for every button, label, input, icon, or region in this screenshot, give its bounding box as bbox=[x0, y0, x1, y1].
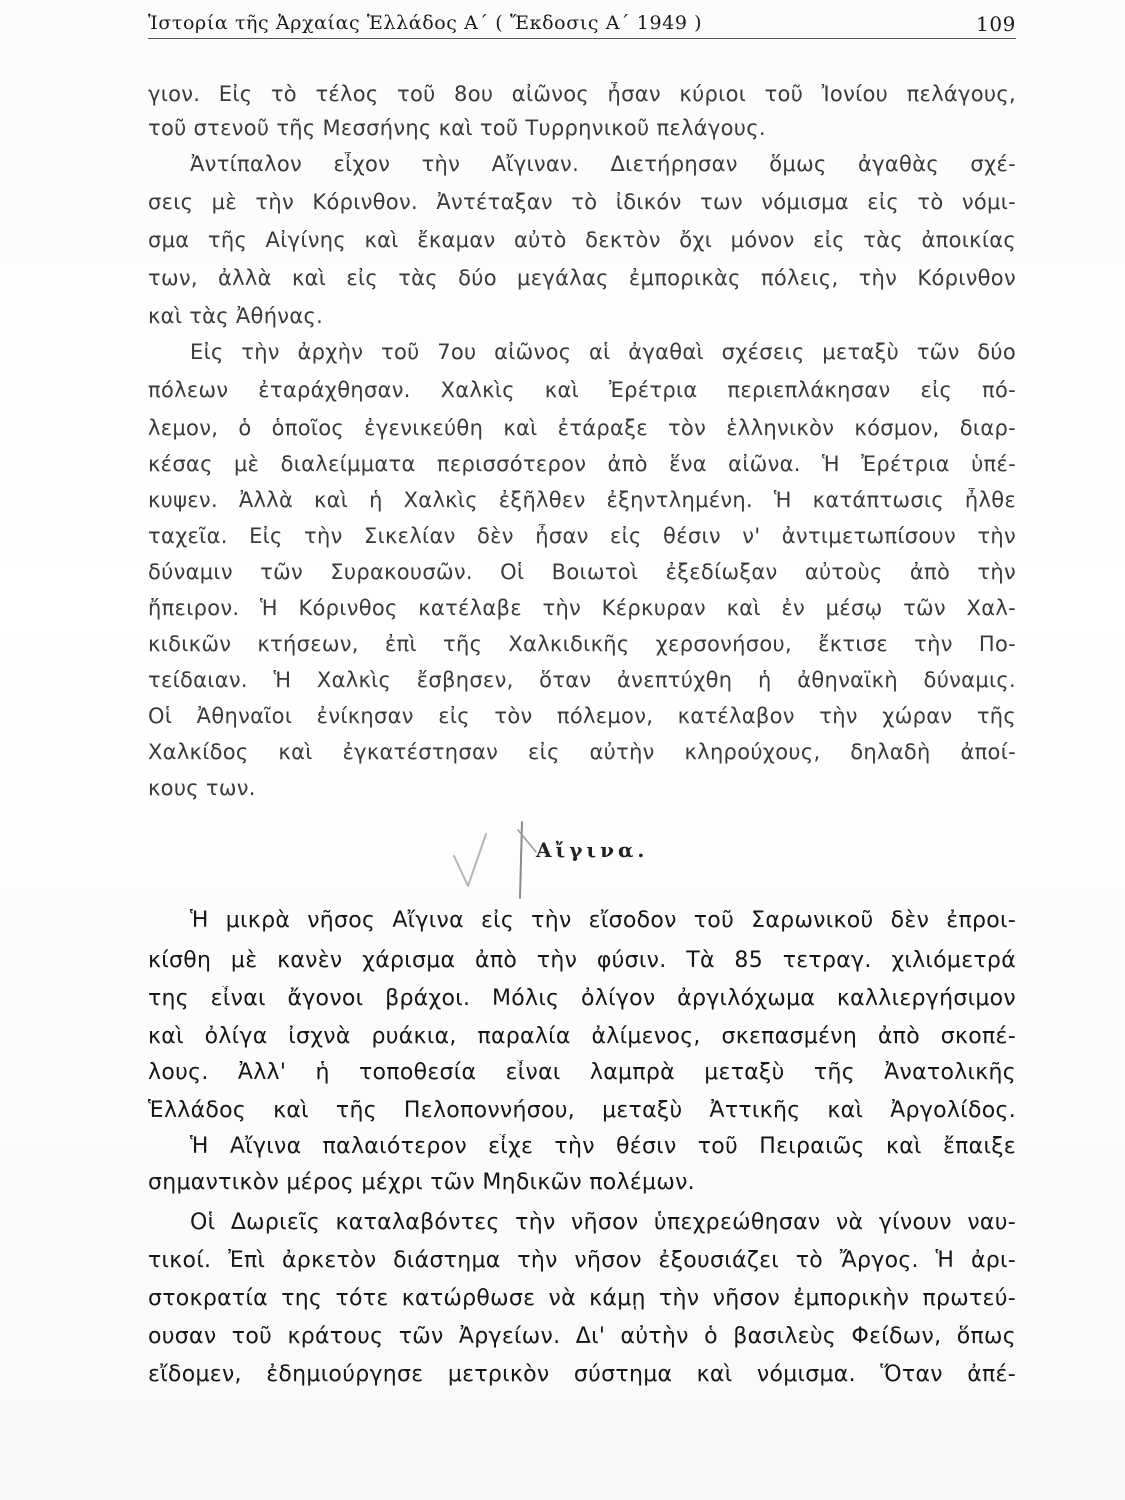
text-line: εἴδομεν, ἐδημιούργησε μετρικὸν σύστημα καὶ νόμισμα. Ὅταν ἀπέ- bbox=[148, 1362, 1016, 1387]
text-line: καὶ τὰς Ἀθήνας. bbox=[148, 304, 324, 328]
text-line: Οἱ Δωριεῖς καταλαβόντες τὴν νῆσον ὑπεχρεώθησαν νὰ γίνουν ναυ- bbox=[190, 1210, 1016, 1235]
text-line: τοῦ στενοῦ τῆς Μεσσήνης καὶ τοῦ Τυρρηνικοῦ πελάγους. bbox=[148, 116, 766, 140]
text-line: κυψεν. Ἀλλὰ καὶ ἡ Χαλκὶς ἐξῆλθεν ἐξηντλημένη. Ἡ κατάπτωσις ἦλθε bbox=[148, 488, 1016, 512]
text-line: Εἰς τὴν ἀρχὴν τοῦ 7ου αἰῶνος αἱ ἀγαθαὶ σχέσεις μεταξὺ τῶν δύο bbox=[190, 340, 1016, 364]
text-line: Χαλκίδος καὶ ἐγκατέστησαν εἰς αὐτὴν κληρούχους, δηλαδὴ ἀποί- bbox=[148, 740, 1016, 764]
text-line: στοκρατία της τότε κατώρθωσε νὰ κάμῃ τὴν νῆσον ἐμπορικὴν πρωτεύ- bbox=[148, 1286, 1016, 1311]
text-line: κιδικῶν κτήσεων, ἐπὶ τῆς Χαλκιδικῆς χερσονήσου, ἔκτισε τὴν Πο- bbox=[148, 632, 1016, 656]
text-line: λους. Ἀλλ' ἡ τοποθεσία εἶναι λαμπρὰ μεταξὺ τῆς Ἀνατολικῆς bbox=[148, 1060, 1016, 1085]
text-line: ταχεῖα. Εἰς τὴν Σικελίαν δὲν ἦσαν εἰς θέσιν ν' ἀντιμετωπίσουν τὴν bbox=[148, 524, 1016, 548]
text-line: Ἡ μικρὰ νῆσος Αἴγινα εἰς τὴν εἴσοδον τοῦ Σαρωνικοῦ δὲν ἐπροι- bbox=[190, 908, 1016, 933]
text-line: κίσθη μὲ κανὲν χάρισμα ἀπὸ τὴν φύσιν. Τὰ 85 τετραγ. χιλιόμετρά bbox=[148, 948, 1016, 973]
text-line: δύναμιν τῶν Συρακουσῶν. Οἱ Βοιωτοὶ ἐξεδίωξαν αὐτοὺς ἀπὸ τὴν bbox=[148, 560, 1016, 584]
text-line: ουσαν τοῦ κράτους τῶν Ἀργείων. Δι' αὐτὴν ὁ βασιλεὺς Φείδων, ὅπως bbox=[148, 1324, 1016, 1349]
text-line: κους των. bbox=[148, 776, 256, 800]
header-rule bbox=[148, 38, 1016, 39]
page-number: 109 bbox=[976, 12, 1016, 36]
text-line: Ἡ Αἴγινα παλαιότερον εἶχε τὴν θέσιν τοῦ Πειραιῶς καὶ ἔπαιξε bbox=[190, 1134, 1016, 1159]
text-line: γιον. Εἰς τὸ τέλος τοῦ 8ου αἰῶνος ἦσαν κύριοι τοῦ Ἰονίου πελάγους, bbox=[148, 82, 1016, 106]
text-line: σημαντικὸν μέρος μέχρι τῶν Μηδικῶν πολέμων. bbox=[148, 1170, 695, 1195]
text-line: σμα τῆς Αἰγίνης καὶ ἔκαμαν αὐτὸ δεκτὸν ὄχι μόνον εἰς τὰς ἀποικίας bbox=[148, 228, 1016, 252]
text-line: τείδαιαν. Ἡ Χαλκὶς ἔσβησεν, ὅταν ἀνεπτύχθη ἡ ἀθηναϊκὴ δύναμις. bbox=[148, 668, 1016, 692]
text-line: ἤπειρον. Ἡ Κόρινθος κατέλαβε τὴν Κέρκυραν καὶ ἐν μέσῳ τῶν Χαλ- bbox=[148, 596, 1016, 620]
text-line: σεις μὲ τὴν Κόρινθον. Ἀντέταξαν τὸ ἰδικόν των νόμισμα εἰς τὸ νόμι- bbox=[148, 190, 1016, 214]
text-line: Ἑλλάδος καὶ τῆς Πελοποννήσου, μεταξὺ Ἀττικῆς καὶ Ἀργολίδος. bbox=[148, 1098, 1016, 1123]
text-line: καὶ ὀλίγα ἰσχνὰ ρυάκια, παραλία ἀλίμενος, σκεπασμένη ἀπὸ σκοπέ- bbox=[148, 1024, 1016, 1049]
text-line: της εἶναι ἄγονοι βράχοι. Μόλις ὀλίγον ἀργιλόχωμα καλλιεργήσιμον bbox=[148, 986, 1016, 1011]
text-line: Ἀντίπαλον εἶχον τὴν Αἴγιναν. Διετήρησαν ὅμως ἀγαθὰς σχέ- bbox=[190, 152, 1016, 176]
section-heading: Αἴγινα. bbox=[536, 838, 649, 862]
text-line: των, ἀλλὰ καὶ εἰς τὰς δύο μεγάλας ἐμπορικὰς πόλεις, τὴν Κόρινθον bbox=[148, 266, 1016, 290]
text-line: τικοί. Ἐπὶ ἀρκετὸν διάστημα τὴν νῆσον ἐξουσιάζει τὸ Ἄργος. Ἡ ἀρι- bbox=[148, 1248, 1016, 1273]
text-line: κέσας μὲ διαλείμματα περισσότερον ἀπὸ ἕνα αἰῶνα. Ἡ Ἐρέτρια ὑπέ- bbox=[148, 452, 1016, 476]
text-line: Οἱ Ἀθηναῖοι ἐνίκησαν εἰς τὸν πόλεμον, κατέλαβον τὴν χώραν τῆς bbox=[148, 704, 1016, 728]
pencil-check-mark bbox=[440, 812, 540, 902]
text-line: λεμον, ὁ ὁποῖος ἐγενικεύθη καὶ ἐτάραξε τὸν ἑλληνικὸν κόσμον, διαρ- bbox=[148, 416, 1016, 440]
text-line: πόλεων ἐταράχθησαν. Χαλκὶς καὶ Ἐρέτρια περιεπλάκησαν εἰς πό- bbox=[148, 378, 1016, 402]
running-header-title: Ἱστορία τῆς Ἀρχαίας Ἑλλάδος Α΄ ( Ἔκδοσις Α΄ 1949 ) bbox=[148, 12, 703, 34]
